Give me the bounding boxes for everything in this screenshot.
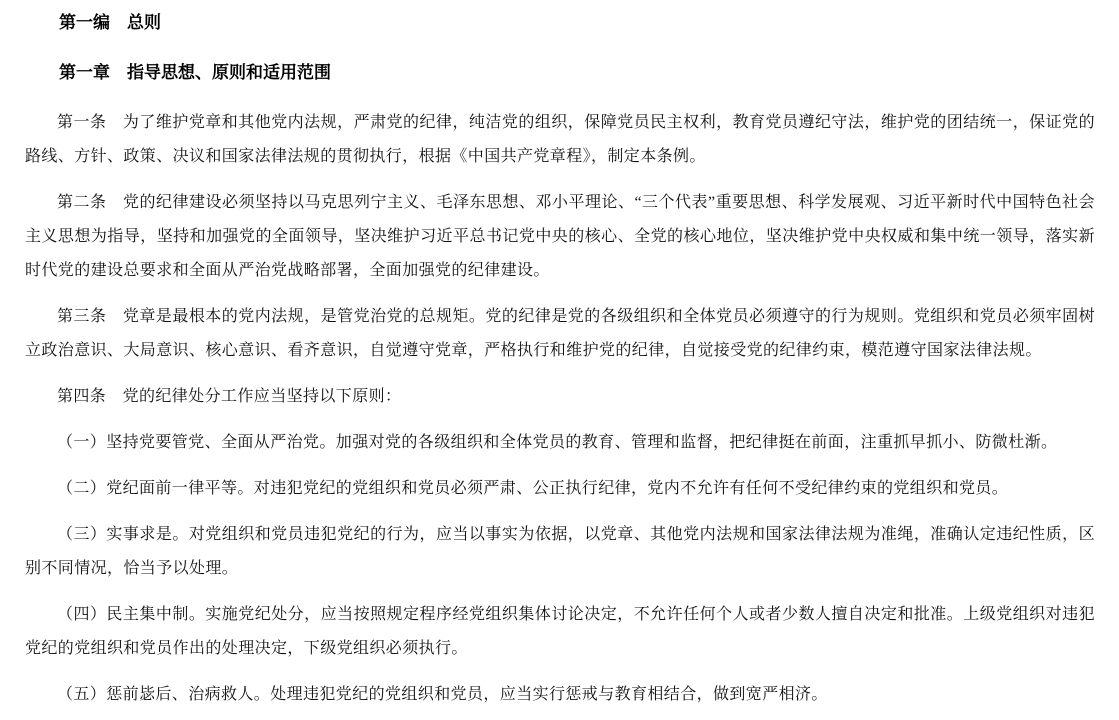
principle-item-4: （四）民主集中制。实施党纪处分，应当按照规定程序经党组织集体讨论决定，不允许任何个人或者少数人擅自决定和批准。上级党组织对违犯党纪的党组织和党员作出的处理决定，下级党组织必须执行。 [25,606,1095,657]
article-2-paragraph: 第二条 党的纪律建设必须坚持以马克思列宁主义、毛泽东思想、邓小平理论、“三个代表”重要思想、科学发展观、习近平新时代中国特色社会主义思想为指导，坚持和加强党的全面领导，坚决维护习近平总书记党中央的核心、全党的核心地位，坚决维护党中央权威和集中统一领导，落实新时代党的建设总要求和全面从严治党战略部署，全面加强党的纪律建设。 [25,194,1095,279]
article-4-paragraph: 第四条 党的纪律处分工作应当坚持以下原则： [57,388,402,405]
principle-item-2: （二）党纪面前一律平等。对违犯党纪的党组织和党员必须严肃、公正执行纪律，党内不允许有任何不受纪律约束的党组织和党员。 [57,480,1009,497]
principle-item-3: （三）实事求是。对党组织和党员违犯党纪的行为，应当以事实为依据，以党章、其他党内法规和国家法律法规为准绳，准确认定违纪性质，区别不同情况，恰当予以处理。 [25,526,1095,577]
article-3-paragraph: 第三条 党章是最根本的党内法规，是管党治党的总规矩。党的纪律是党的各级组织和全体党员必须遵守的行为规则。党组织和党员必须牢固树立政治意识、大局意识、核心意识、看齐意识，自觉遵守党章，严格执行和维护党的纪律，自觉接受党的纪律约束，模范遵守国家法律法规。 [25,308,1095,359]
article-1-paragraph: 第一条 为了维护党章和其他党内法规，严肃党的纪律，纯洁党的组织，保障党员民主权利，教育党员遵纪守法，维护党的团结统一，保证党的路线、方针、政策、决议和国家法律法规的贯彻执行，根据《中国共产党章程》，制定本条例。 [25,114,1095,165]
principle-item-1: （一）坚持党要管党、全面从严治党。加强对党的各级组织和全体党员的教育、管理和监督，把纪律挺在前面，注重抓早抓小、防微杜渐。 [57,434,1058,451]
chapter-heading: 第一章 指导思想、原则和适用范围 [59,63,331,82]
principle-item-5: （五）惩前毖后、治病救人。处理违犯党纪的党组织和党员，应当实行惩戒与教育相结合，做到宽严相济。 [57,686,828,703]
part-heading: 第一编 总则 [59,13,161,32]
